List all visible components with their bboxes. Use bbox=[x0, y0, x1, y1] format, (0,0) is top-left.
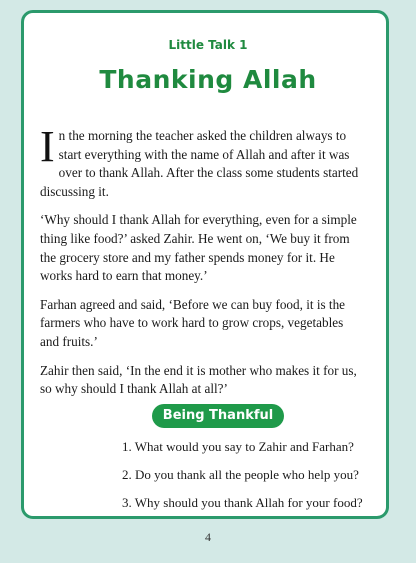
story-paragraph-1-text: n the morning the teacher asked the children always to start everything with the name of Allah and after it was over to thank Allah. After the class some students started discussing it. bbox=[40, 128, 359, 199]
story-paragraph-1 bbox=[40, 122, 360, 201]
story-paragraph-4: Zahir then said, ‘In the end it is mother who makes it for us, so why should I thank Allah at all?’ bbox=[40, 362, 357, 397]
lesson-title: Thanking Allah bbox=[99, 65, 317, 94]
story-paragraph-2: ‘Why should I thank Allah for everything, even for a simple thing like food?’ asked Zahir. He went on, ‘We buy it from the grocery store and my father spends money for it. He works hard to earn that money.’ bbox=[40, 212, 357, 284]
page-number: 4 bbox=[205, 530, 211, 544]
question-list bbox=[122, 438, 363, 522]
lesson-subtitle: Little Talk 1 bbox=[168, 38, 248, 52]
question-item-1: 1. What would you say to Zahir and Farhan? bbox=[122, 439, 354, 454]
section-heading-pill: Being Thankful bbox=[152, 404, 284, 428]
question-item-3: 3. Why should you thank Allah for your food? bbox=[122, 495, 363, 510]
drop-cap: I bbox=[40, 122, 55, 171]
story-paragraph-3: Farhan agreed and said, ‘Before we can buy food, it is the farmers who have to work hard to grow crops, vegetables and fruits.’ bbox=[40, 296, 346, 349]
question-item-2: 2. Do you thank all the people who help you? bbox=[122, 467, 359, 482]
story-text bbox=[40, 122, 360, 409]
